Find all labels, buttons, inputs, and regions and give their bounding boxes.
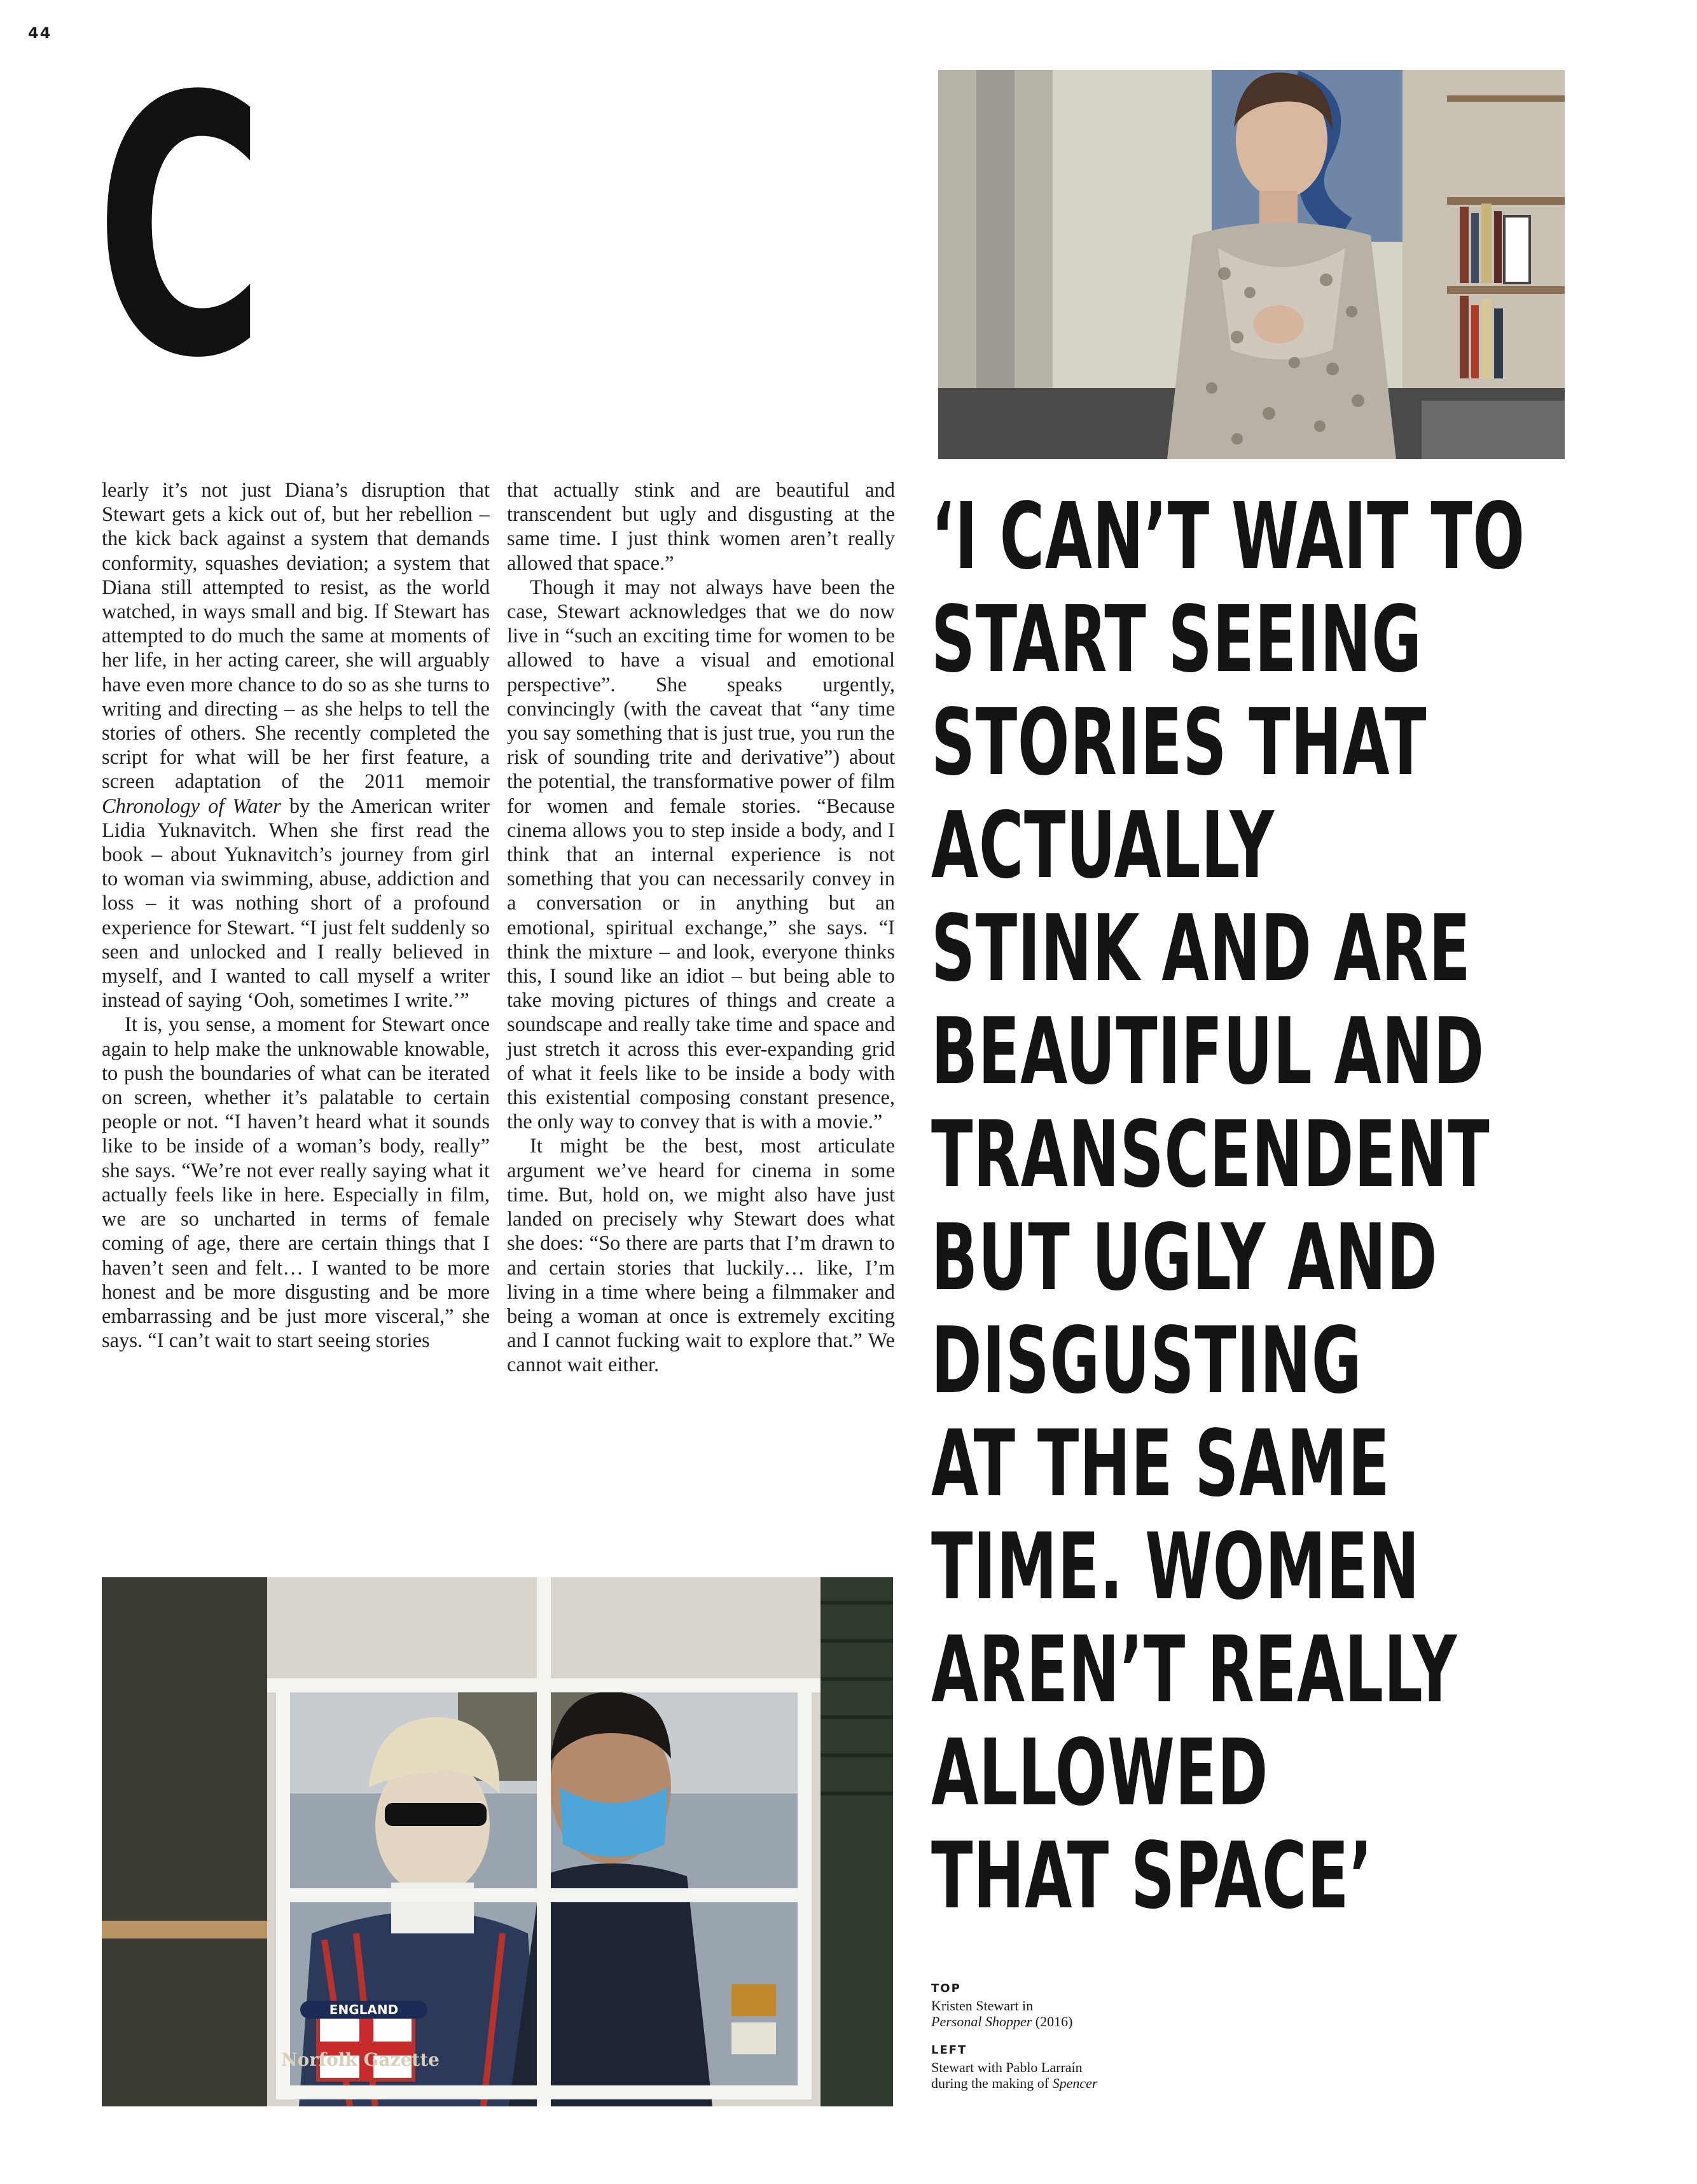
- book-title: Chronology of Water: [102, 794, 281, 818]
- film-title: Personal Shopper: [931, 2014, 1032, 2029]
- caption-label: TOP: [931, 1982, 961, 1995]
- pull-quote-line: TRANSCENDENT: [931, 1101, 1490, 1208]
- photo-bottom-illustration: [102, 1577, 893, 2106]
- article-paragraph: that actually stink and are beautiful and transcendent but ugly and disgusting at the same time. I just think women aren’t really allowed that space.”: [507, 479, 895, 575]
- pull-quote-line: ‘I CAN’T WAIT TO: [931, 483, 1525, 590]
- pull-quote: [931, 485, 1663, 1927]
- photo-bottom-window-scene: [102, 1577, 893, 2106]
- pull-quote-line: DISGUSTING: [931, 1307, 1362, 1414]
- article-column-1: [102, 478, 490, 1353]
- article-column-2: [507, 478, 895, 1378]
- article-paragraph: It is, you sense, a moment for Stewart once again to help make the unknowable knowable, to push the boundaries of what can be iterated on screen, whether it’s palatable to certain people or not. “I haven’t heard what it sounds like to be inside of a woman’s body, really” she says. “We’re not ever really saying what it actually feels like in here. Especially in film, we are so uncharted in terms of female coming of age, there are certain things that I haven’t seen and felt… I wanted to be more honest and be more disgusting and be more embarrassing and be just more visceral,” she says. “I can’t wait to start seeing stories: [102, 1013, 490, 1353]
- pull-quote-line: AREN’T REALLY: [931, 1616, 1458, 1723]
- photo-top-kristen-stewart: [938, 70, 1565, 459]
- caption-year: (2016): [1032, 2014, 1073, 2029]
- article-paragraph: [102, 478, 490, 1013]
- pull-quote-line: STINK AND ARE: [931, 895, 1471, 1002]
- pull-quote-line: ALLOWED: [931, 1719, 1269, 1826]
- pull-quote-line: THAT SPACE’: [931, 1822, 1373, 1929]
- film-title: Spencer: [1052, 2075, 1098, 2091]
- pull-quote-line: AT THE SAME: [931, 1410, 1390, 1517]
- caption-text: [931, 2059, 1198, 2091]
- photo-captions: [931, 1982, 1198, 2105]
- caption-line: Stewart with Pablo Larraín: [931, 2059, 1083, 2075]
- pull-quote-line: BEAUTIFUL AND: [931, 998, 1485, 1105]
- drop-cap: C: [95, 22, 265, 436]
- paragraph-text: learly it’s not just Diana’s disruption that Stewart gets a kick out of, but her rebellion – the kick back against a system that demands conformity, squashes deviation; a system that Diana still attempted to resist, as the world watched, in ways small and big. If Stewart has attempted to do much the same at moments of her life, in her acting career, she will arguably have even more chance to do so as she turns to writing and directing – as she helps to tell the stories of others. She recently completed the script for what will be her first feature, a screen adaptation of the 2011 memoir: [102, 479, 490, 794]
- pull-quote-line: ACTUALLY: [931, 792, 1275, 899]
- caption-text: [931, 1998, 1198, 2029]
- article-paragraph: Though it may not always have been the case, Stewart acknowledges that we do now live in “such an exciting time for women to be allowed to have a visual and emotional perspective”. She speaks urgently, convincingly (with the caveat that “any time you say something that is just true, you run the risk of sounding trite and derivative”) about the potential, the transformative power of film for women and female stories. “Because cinema allows you to step inside a body, and I think that an internal experience is not something that you can necessarily convey in a conversation or in anything but an emotional, spiritual exchange,” she says. “I think the mixture – and look, everyone thinks this, I sound like an idiot – but being able to take moving pictures of things and create a soundscape and really take time and space and just stretch it across this ever-expanding grid of what it feels like to be inside a body with this existential composing constant presence, the only way to convey that is with a movie.”: [507, 576, 895, 1134]
- caption-top: [931, 1982, 1198, 2029]
- pull-quote-line: TIME. WOMEN: [931, 1513, 1420, 1620]
- sign-england: ENGLAND: [300, 2001, 427, 2019]
- photo-top-illustration: [938, 70, 1565, 459]
- sign-norfolk-gazette: Norfolk Gazette: [281, 2049, 440, 2070]
- caption-left: [931, 2043, 1198, 2091]
- pull-quote-line: START SEEING: [931, 586, 1422, 693]
- article-paragraph: It might be the best, most articulate argument we’ve heard for cinema in some time. But, hold on, we might also have just landed on precisely why Stewart does what she does: “So there are parts that I’m drawn to and certain stories that luckily… like, I’m living in a time where being a filmmaker and being a woman at once is extremely exciting and I cannot fucking wait to explore that.” We cannot wait either.: [507, 1135, 895, 1377]
- pull-quote-line: STORIES THAT: [931, 689, 1427, 796]
- page-number: 44: [28, 24, 52, 42]
- caption-line: Kristen Stewart in: [931, 1998, 1034, 2014]
- caption-label: LEFT: [931, 2043, 967, 2057]
- caption-line: during the making of: [931, 2075, 1053, 2091]
- pull-quote-line: BUT UGLY AND: [931, 1204, 1438, 1311]
- paragraph-text: by the American writer Lidia Yuknavitch. When she first read the book – about Yuknavitch’s journey from girl to woman via swimming, abuse, addiction and loss – it was nothing short of a profound experience for Stewart. “I just felt suddenly so seen and unlocked and I really believed in myself, and I wanted to call myself a writer instead of saying ‘Ooh, sometimes I write.’”: [102, 794, 490, 1013]
